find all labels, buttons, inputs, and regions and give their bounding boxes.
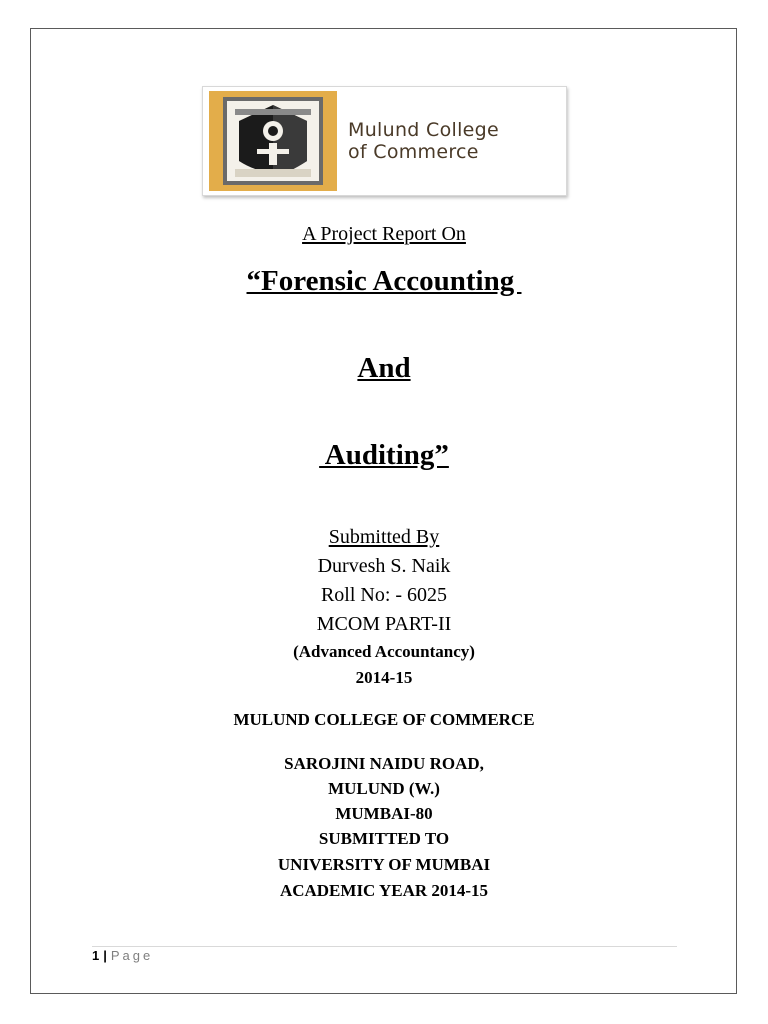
submitted-to-label: SUBMITTED TO xyxy=(318,829,450,848)
college-logo xyxy=(202,86,567,196)
title-line-3-text: Auditing” xyxy=(319,439,449,471)
university-name: UNIVERSITY OF MUMBAI xyxy=(277,855,491,874)
student-name: Durvesh S. Naik xyxy=(317,555,451,577)
title-line-1-text: “Forensic Accounting xyxy=(246,265,522,297)
footer-divider xyxy=(92,946,677,947)
college-name: MULUND COLLEGE OF COMMERCE xyxy=(233,710,535,729)
college-crest-icon xyxy=(209,91,337,191)
title-line-1 xyxy=(0,265,768,298)
report-label: A Project Report On xyxy=(302,223,466,245)
title-line-2 xyxy=(0,352,768,385)
logo-line-1: Mulund College xyxy=(348,119,499,141)
address-line-1: SAROJINI NAIDU ROAD, xyxy=(284,754,484,773)
submission-year: 2014-15 xyxy=(355,668,413,687)
submitted-by-text: Submitted By xyxy=(328,526,440,548)
roll-number: Roll No: - 6025 xyxy=(320,584,448,606)
title-line-2-text: And xyxy=(357,352,411,384)
page-footer xyxy=(92,948,153,963)
title-line-3 xyxy=(0,439,768,472)
footer-separator: | xyxy=(103,948,107,963)
college-wordmark xyxy=(348,119,499,163)
academic-year: ACADEMIC YEAR 2014-15 xyxy=(279,881,489,900)
specialization: (Advanced Accountancy) xyxy=(293,642,475,661)
logo-line-2: of Commerce xyxy=(348,141,479,163)
submitted-by-heading xyxy=(0,526,768,549)
page-number: 1 xyxy=(92,948,100,963)
address-line-2: MULUND (W.) xyxy=(328,779,440,798)
address-line-3: MUMBAI-80 xyxy=(335,804,433,823)
page-label: Page xyxy=(110,948,154,963)
course-name: MCOM PART-II xyxy=(316,613,452,635)
